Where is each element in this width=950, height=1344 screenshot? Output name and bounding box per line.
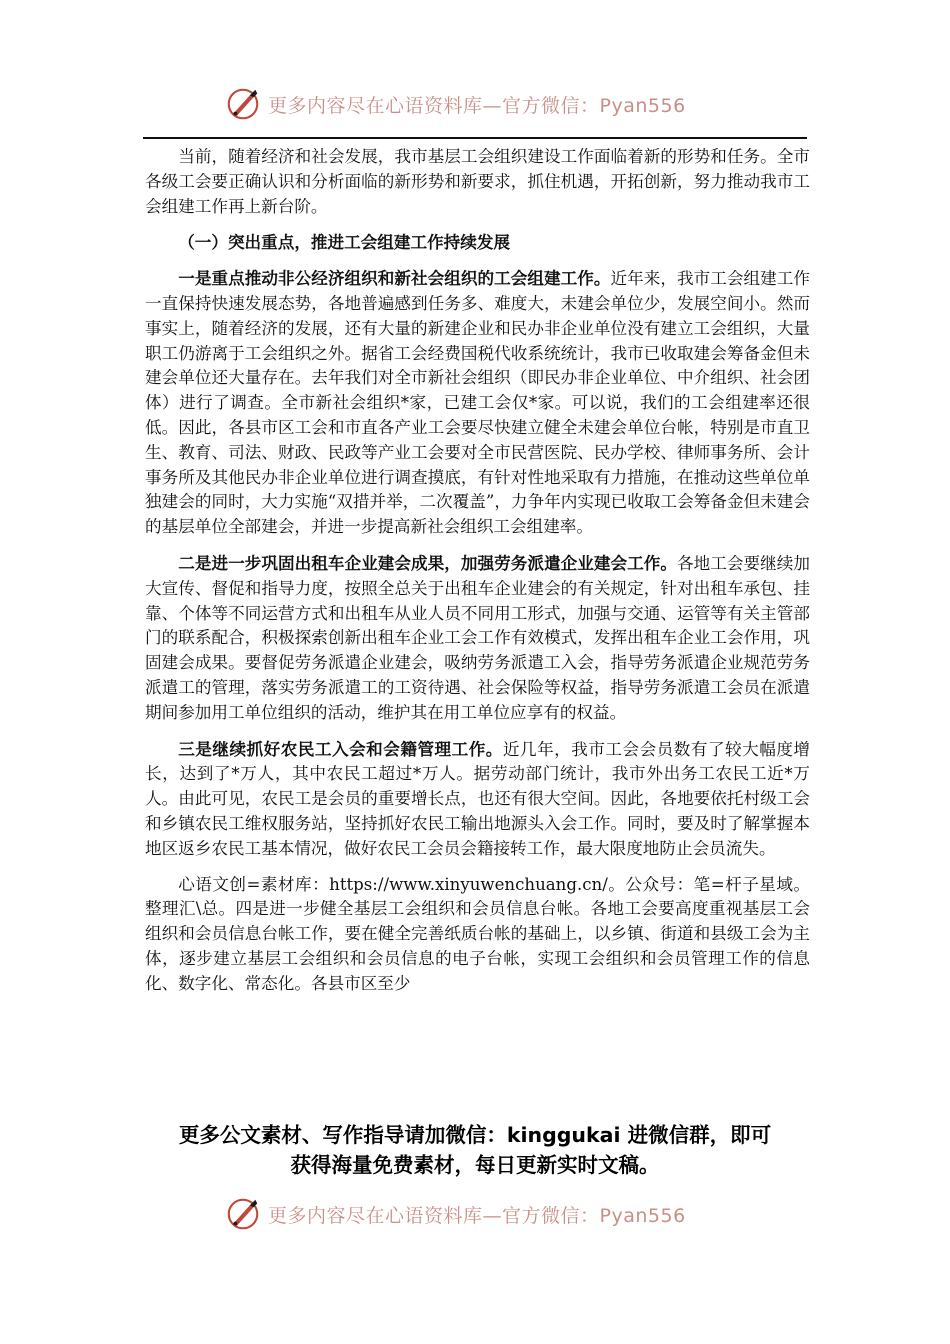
watermark-wechat-id: Pyan556 [599, 94, 686, 117]
section-heading: （一）突出重点，推进工会组建工作持续发展 [178, 232, 511, 253]
watermark-text: 更多内容尽在心语资料库—官方微信：Pyan556 [268, 94, 686, 117]
footer-watermark [224, 1194, 744, 1234]
point-text-3: 近几年，我市工会会员数有了较大幅度增长，达到了*万人，其中农民工超过*万人。据劳动部门统计，我市外出务工农民工近*万人。由此可见，农民工是会员的重要增长点，也还有很大空间。因此，各地要依托村级工会和乡镇农民工维权服务站，坚持抓好农民工输出地源头入会工作。同时，要及时了解掌握本地区返乡农民工基本情况，做好农民工会员会籍接转工作，最大限度地防止会员流失。 [145, 739, 811, 858]
pen-logo-icon [224, 1195, 262, 1233]
promo-line-1: 更多公文素材、写作指导请加微信：kinggukai 进微信群，即可 [178, 1123, 772, 1147]
promo-banner [130, 1120, 820, 1180]
header-divider [143, 137, 807, 139]
article-body [145, 145, 810, 997]
promo-line-2: 获得海量免费素材，每日更新实时文稿。 [290, 1153, 660, 1177]
watermark-wechat-id: Pyan556 [599, 1204, 686, 1227]
header-watermark [224, 84, 744, 124]
point-text-2: 各地工会要继续加大宣传、督促和指导力度，按照全总关于出租车企业建会的有关规定，针对出租车承包、挂靠、个体等不同运营方式和出租车从业人员不同用工形式，加强与交通、运管等有关主管部门的联系配合，积极探索创新出租车企业工会工作有效模式，发挥出租车企业工会作用，巩固建会成果。要督促劳务派遣企业建会，吸纳劳务派遣工入会，指导劳务派遣企业规范劳务派遣工的管理，落实劳务派遣工的工资待遇、社会保险等权益，指导劳务派遣工会员在派遣期间参加用工单位组织的活动，维护其在用工单位应享有的权益。 [145, 553, 811, 722]
pen-logo-icon [224, 85, 262, 123]
point-lead-1: 一是重点推动非公经济组织和新社会组织的工会组建工作。 [178, 268, 611, 289]
watermark-text: 更多内容尽在心语资料库—官方微信：Pyan556 [268, 1204, 686, 1227]
closing-paragraph: 心语文创=素材库：https://www.xinyuwenchuang.cn/。公众号：笔=杆子星域。整理汇\总。四是进一步健全基层工会组织和会员信息台帐。各地工会要高度重视基层工会组织和会员信息台帐工作，要在健全完善纸质台帐的基础上，以乡镇、街道和县级工会为主体，逐步建立基层工会组织和会员信息的电子台帐，实现工会组织和会员管理工作的信息化、数字化、常态化。各县市区至少 [145, 874, 810, 993]
point-paragraph-3 [145, 737, 810, 862]
point-lead-2: 二是进一步巩固出租车企业建会成果，加强劳务派遣企业建会工作。 [178, 552, 678, 573]
point-paragraph-2 [145, 551, 810, 726]
intro-paragraph: 当前，随着经济和社会发展，我市基层工会组织建设工作面临着新的形势和任务。全市各级工会要正确认识和分析面临的新形势和新要求，抓住机遇，开拓创新，努力推动我市工会组建工作再上新台阶。 [145, 147, 810, 216]
point-text-1: 近年来，我市工会组建工作一直保持快速发展态势，各地普遍感到任务多、难度大，未建会单位少，发展空间小。然而事实上，随着经济的发展，还有大量的新建企业和民办非企业单位没有建立工会组织，大量职工仍游离于工会组织之外。据省工会经费国税代收系统统计，我市已收取建会筹备金但未建会单位还大量存在。去年我们对全市新社会组织（即民办非企业单位、中介组织、社会团体）进行了调查。全市新社会组织*家，已建工会仅*家。可以说，我们的工会组建率还很低。因此，各县市区工会和市直各产业工会要尽快建立健全未建会单位台帐，特别是市直卫生、教育、司法、财政、民政等产业工会要对全市民营医院、民办学校、律师事务所、会计事务所及其他民办非企业单位进行调查摸底，有针对性地采取有力措施，在推动这些单位单独建会的同时，大力实施“双措并举，二次覆盖”，力争年内实现已收取工会筹备金但未建会的基层单位全部建会，并进一步提高新社会组织工会组建率。 [145, 269, 811, 537]
point-paragraph-1 [145, 266, 810, 540]
point-lead-3: 三是继续抓好农民工入会和会籍管理工作。 [178, 738, 503, 759]
